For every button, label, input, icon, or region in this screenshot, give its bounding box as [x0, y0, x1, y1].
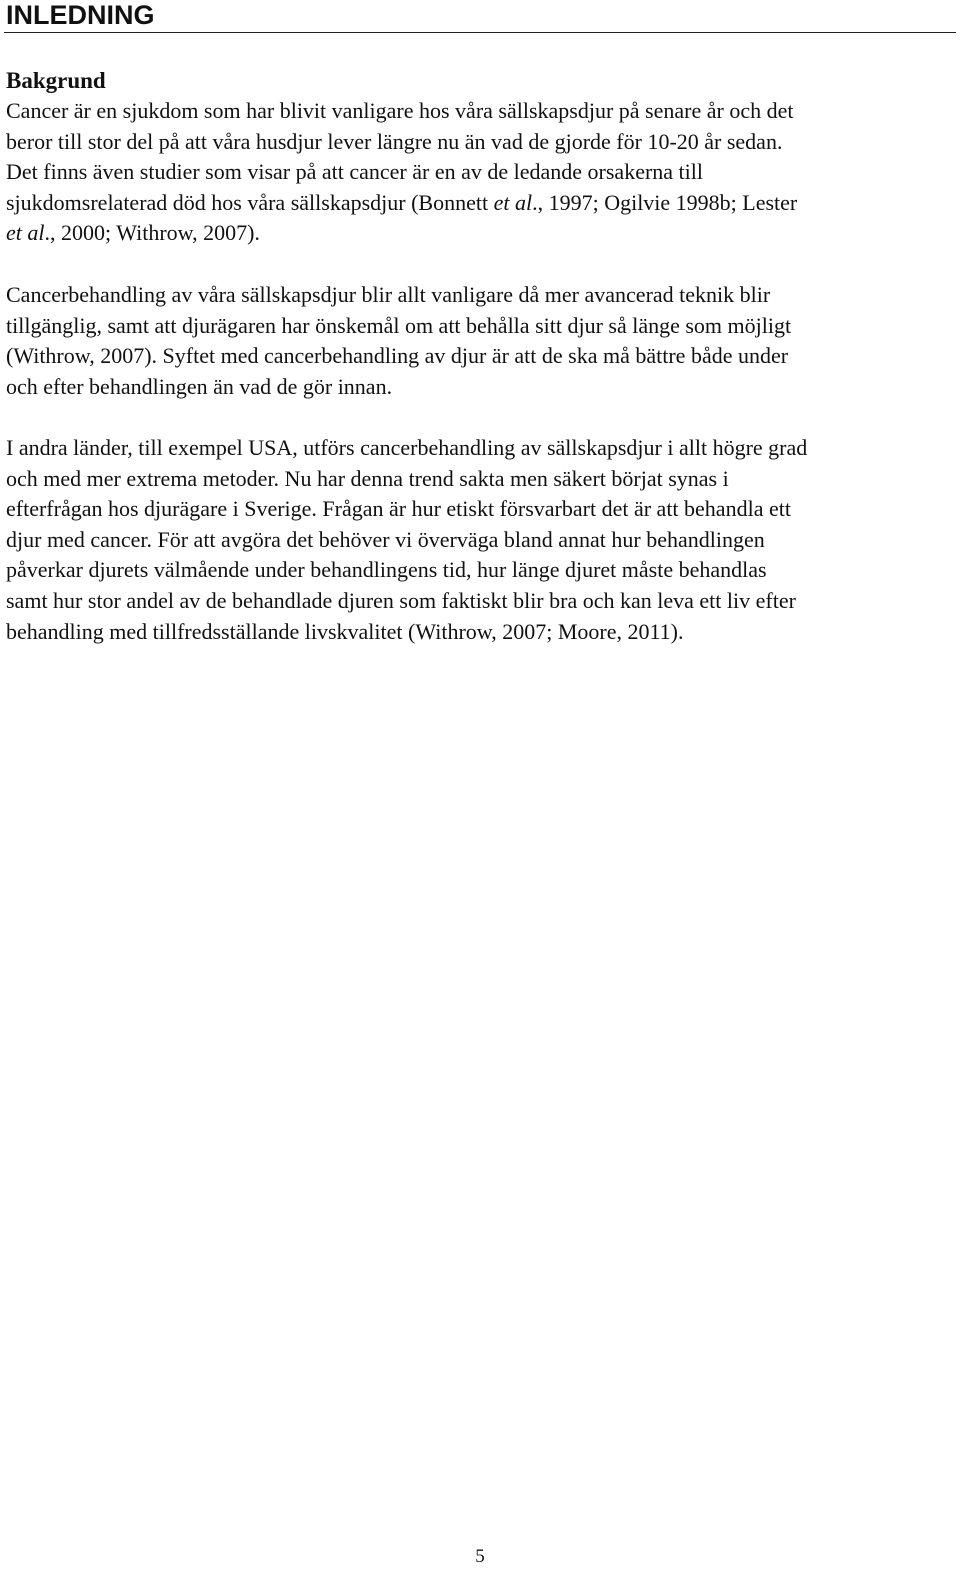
text-line: Cancer är en sjukdom som har blivit vanligare hos våra sällskapsdjur på senare år och det [6, 98, 794, 123]
text-line: Det finns även studier som visar på att cancer är en av de ledande orsakerna till [6, 159, 703, 185]
italic-citation: et al [6, 220, 45, 246]
text-line [6, 218, 956, 249]
paragraph-background-3 [6, 433, 956, 647]
text-line: djur med cancer. För att avgöra det behöver vi överväga bland annat hur behandlingen [6, 526, 765, 552]
text-line: och med mer extrema metoder. Nu har denna trend sakta men säkert börjat synas i [6, 465, 729, 491]
text-line: tillgänglig, samt att djurägaren har önskemål om att behålla sitt djur så länge som möjligt [6, 312, 792, 338]
heading-rule [4, 32, 956, 33]
text-line: I andra länder, till exempel USA, utförs cancerbehandling av sällskapsdjur i allt högre grad [6, 435, 808, 460]
italic-citation: et al [493, 189, 533, 215]
text-line: efterfrågan hos djurägare i Sverige. Frågan är hur etiskt försvarbart det är att behandla ett [6, 496, 791, 522]
text-line: beror till stor del på att våra husdjur lever längre nu än vad de gjorde för 10-20 år sedan. [6, 128, 783, 154]
page-number: 5 [475, 1546, 485, 1567]
text-segment: ., 1997; Ogilvie 1998b; Lester [532, 189, 798, 215]
text-line: påverkar djurets välmående under behandlingens tid, hur länge djuret måste behandlas [6, 557, 767, 583]
text-line: (Withrow, 2007). Syftet med cancerbehandling av djur är att de ska må bättre både under [6, 343, 789, 369]
text-segment: ., 2000; Withrow, 2007). [44, 220, 260, 246]
chapter-heading: INLEDNING [6, 0, 155, 30]
text-line: Cancerbehandling av våra sällskapsdjur blir allt vanligare då mer avancerad teknik blir [6, 282, 771, 307]
text-line [6, 188, 956, 219]
paragraph-background-2 [6, 280, 956, 402]
text-line: och efter behandlingen än vad de gör innan. [6, 373, 393, 399]
section-subheading: Bakgrund [6, 68, 106, 93]
text-line: behandling med tillfredsställande livskvalitet (Withrow, 2007; Moore, 2011). [6, 618, 684, 644]
text-line: samt hur stor andel av de behandlade djuren som faktiskt blir bra och kan leva ett liv efter [6, 587, 796, 613]
paragraph-background-1 [6, 96, 956, 249]
text-segment: sjukdomsrelaterad död hos våra sällskapsdjur (Bonnett [6, 189, 494, 215]
